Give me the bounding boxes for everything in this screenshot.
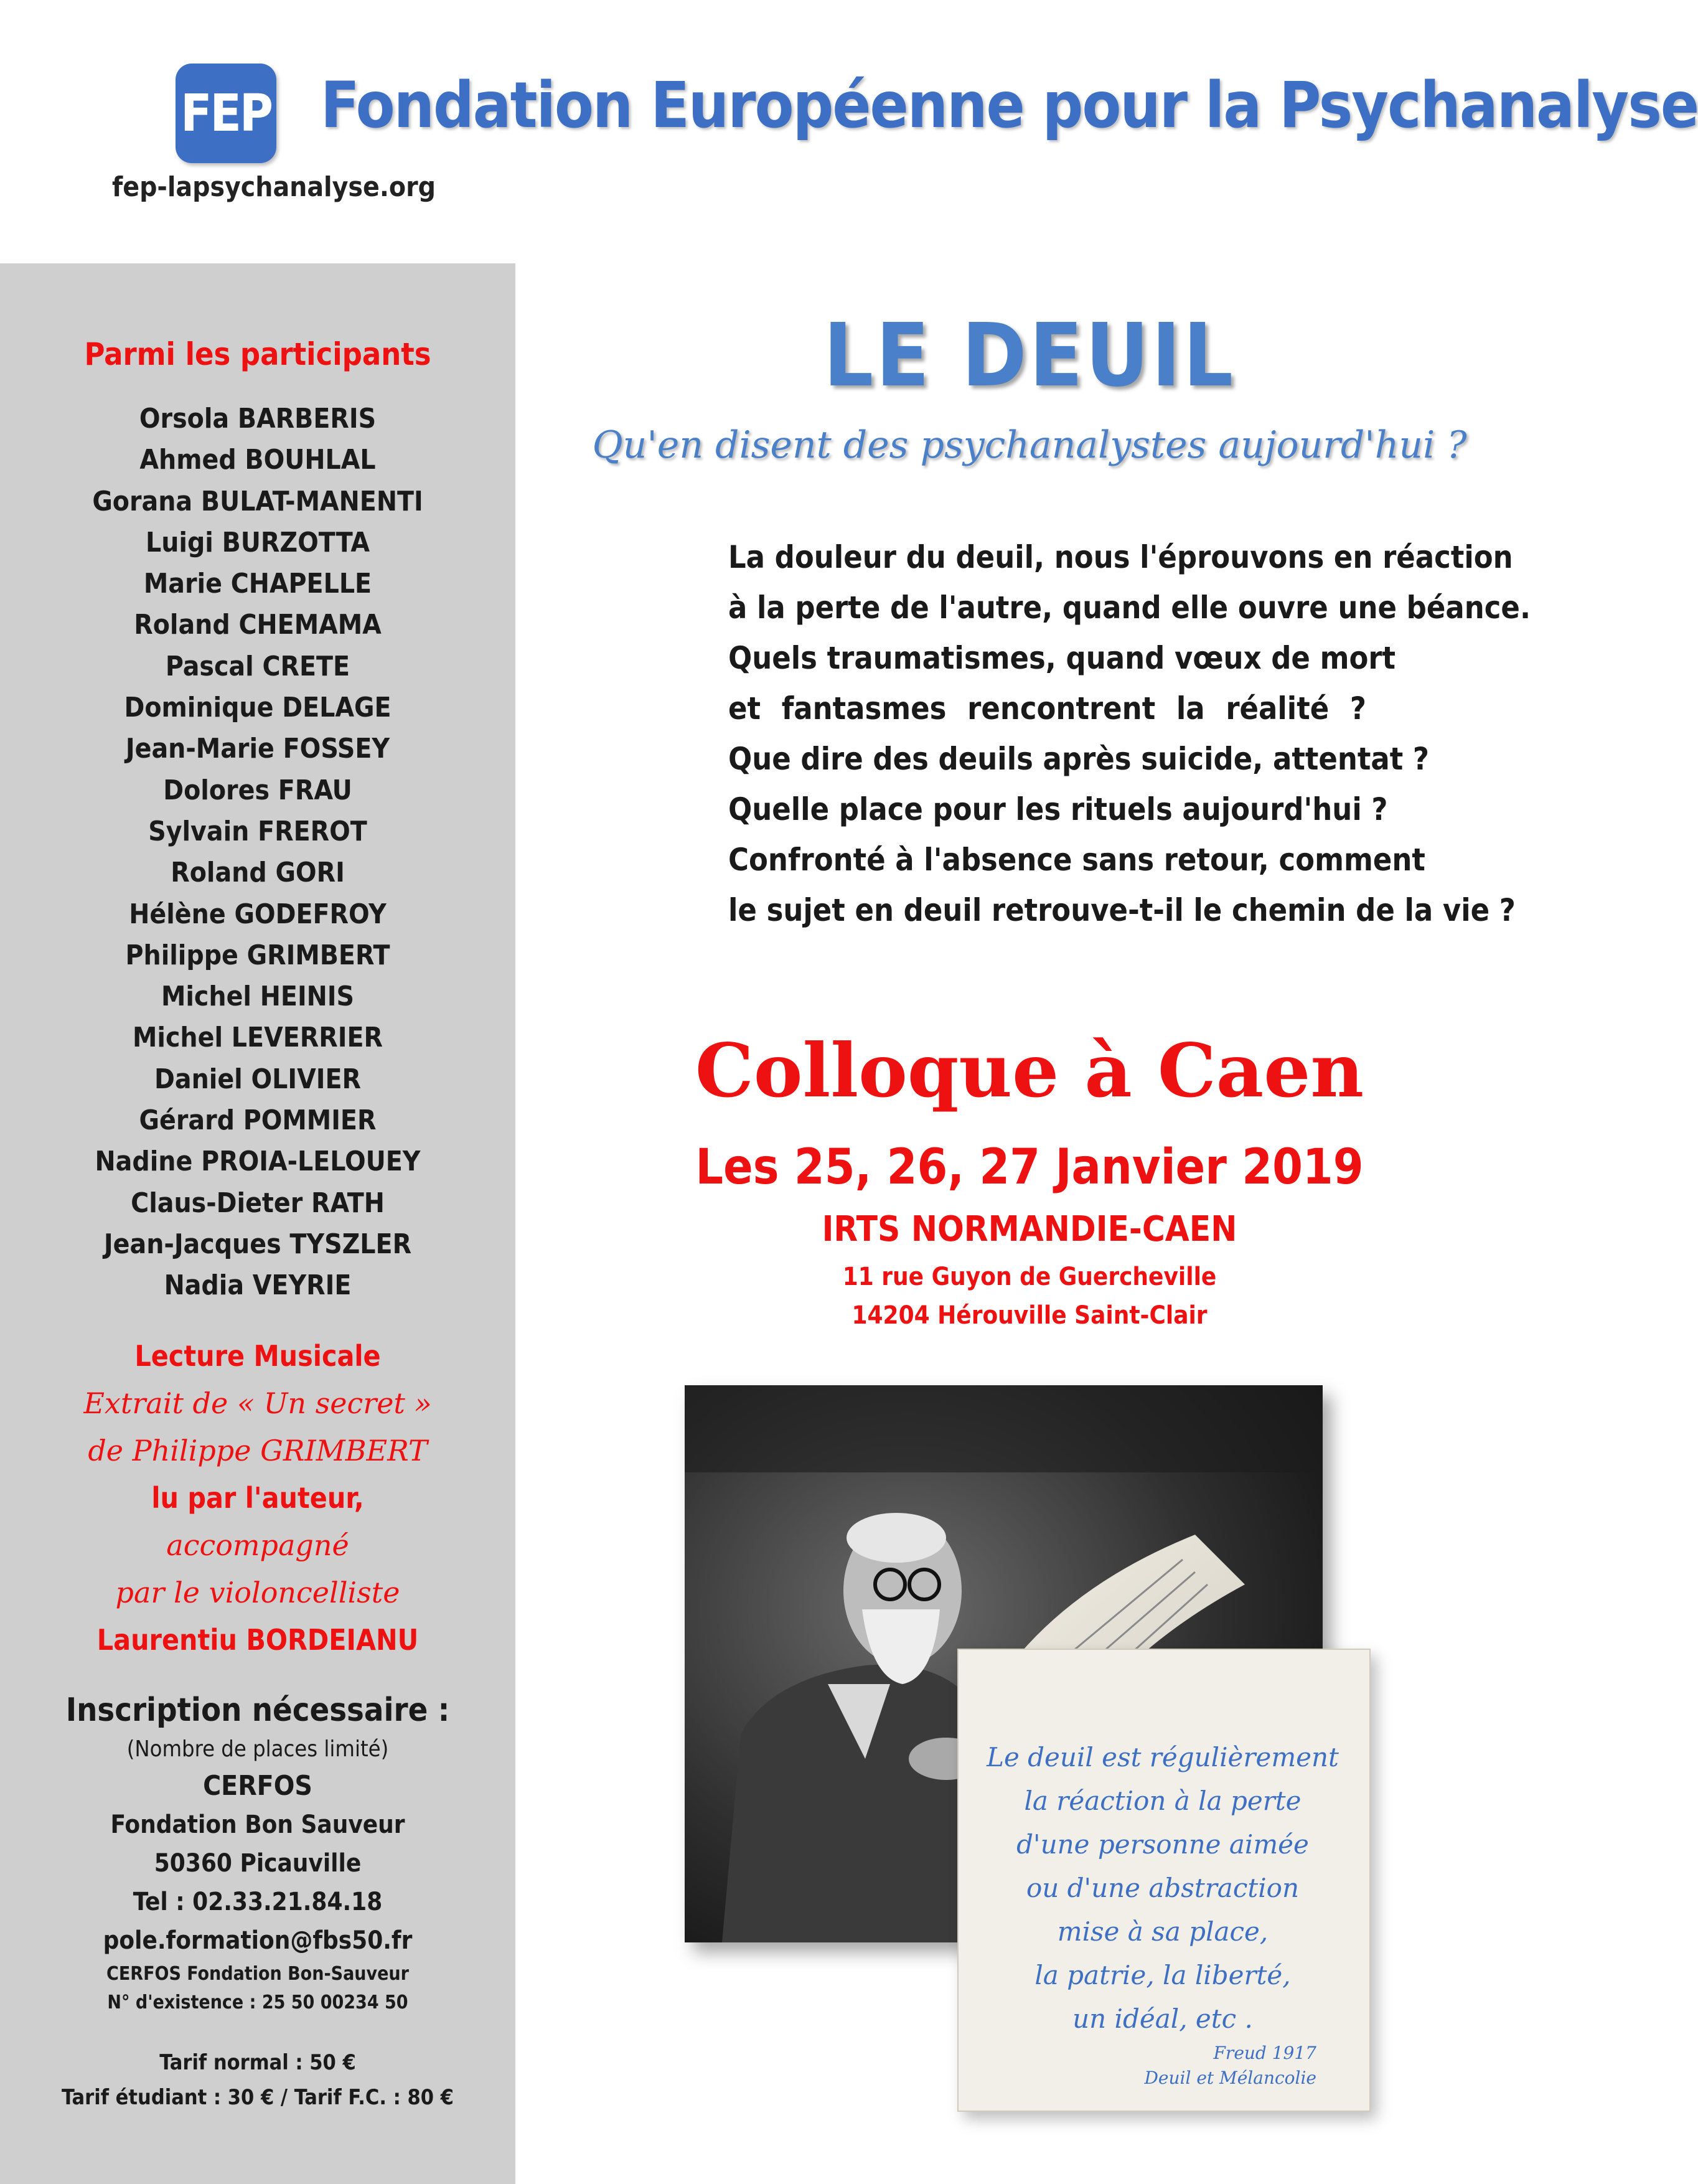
music-reading-section <box>0 1332 515 1664</box>
inscription-title: Inscription nécessaire : <box>65 1692 450 1729</box>
inscription-note: (Nombre de places limité) <box>126 1736 389 1762</box>
fep-logo <box>176 64 276 163</box>
inscription-address-1: Fondation Bon Sauveur <box>110 1810 405 1839</box>
participant-name: Hélène GODEFROY <box>129 898 387 930</box>
inscription-legal-2: N° d'existence : 25 50 00234 50 <box>107 1992 408 2013</box>
participant-name: Gérard POMMIER <box>139 1104 377 1137</box>
quote-work: Deuil et Mélancolie <box>1144 2068 1316 2088</box>
tarifs-section <box>0 2045 515 2115</box>
tarif-normal: Tarif normal : 50 € <box>159 2050 356 2075</box>
participant-name: Roland GORI <box>171 857 345 889</box>
participants-title: Parmi les participants <box>84 336 431 372</box>
participant-name: Luigi BURZOTTA <box>145 526 370 558</box>
quote-line: Le deuil est régulièrement <box>987 1742 1339 1772</box>
quote-line: ou d'une abstraction <box>1026 1873 1300 1903</box>
participant-name: Philippe GRIMBERT <box>125 939 390 971</box>
quote-source <box>1144 2041 1316 2091</box>
participant-name: Roland CHEMAMA <box>134 609 382 641</box>
inscription-org: CERFOS <box>203 1770 312 1802</box>
intro-text <box>728 532 1531 936</box>
music-line-3: lu par l'auteur, <box>151 1481 364 1515</box>
org-url[interactable]: fep-lapsychanalyse.org <box>112 171 436 203</box>
inscription-phone[interactable]: Tel : 02.33.21.84.18 <box>133 1888 383 1916</box>
participant-name: Gorana BULAT-MANENTI <box>92 485 423 517</box>
music-title: Lecture Musicale <box>134 1339 381 1373</box>
intro-line: et fantasmes rencontrent la réalité ? <box>728 690 1366 727</box>
logo-text: FEP <box>181 83 271 143</box>
colloque-venue: IRTS NORMANDIE-CAEN <box>822 1209 1237 1250</box>
intro-line: Quels traumatismes, quand vœux de mort <box>728 640 1396 676</box>
colloque-dates: Les 25, 26, 27 Janvier 2019 <box>695 1139 1364 1195</box>
quote-line: la patrie, la liberté, <box>1034 1960 1291 1990</box>
colloque-street: 11 rue Guyon de Guercheville <box>842 1263 1217 1291</box>
participant-name: Ahmed BOUHLAL <box>139 444 376 476</box>
colloque-title: Colloque à Caen <box>695 1027 1364 1114</box>
colloque-city: 14204 Hérouville Saint-Clair <box>851 1301 1208 1330</box>
inscription-email[interactable]: pole.formation@fbs50.fr <box>103 1926 413 1955</box>
participant-name: Claus-Dieter RATH <box>131 1187 385 1219</box>
intro-line: à la perte de l'autre, quand elle ouvre une béance. <box>728 590 1531 626</box>
inscription-section <box>0 1688 515 2017</box>
music-line-6: Laurentiu BORDEIANU <box>96 1623 419 1657</box>
inscription-legal-1: CERFOS Fondation Bon-Sauveur <box>106 1963 409 1985</box>
participant-name: Pascal CRETE <box>165 650 350 682</box>
intro-line: Confronté à l'absence sans retour, comment <box>728 842 1425 878</box>
participant-name: Marie CHAPELLE <box>143 568 372 600</box>
quote-author: Freud 1917 <box>1213 2043 1316 2063</box>
event-title: LE DEUIL <box>823 305 1236 407</box>
quote-text <box>957 1736 1368 2041</box>
participant-name: Daniel OLIVIER <box>154 1063 361 1095</box>
tarif-etudiant: Tarif étudiant : 30 € / Tarif F.C. : 80 € <box>62 2085 454 2110</box>
participant-name: Michel LEVERRIER <box>133 1022 383 1054</box>
music-line-5: par le violoncelliste <box>115 1576 400 1609</box>
intro-line: Quelle place pour les rituels aujourd'hui ? <box>728 791 1388 827</box>
participant-name: Jean-Jacques TYSZLER <box>103 1228 412 1260</box>
participant-name: Michel HEINIS <box>161 981 355 1013</box>
music-line-1: Extrait de « Un secret » <box>83 1386 432 1420</box>
participant-name: Dominique DELAGE <box>124 692 392 724</box>
intro-line: Que dire des deuils après suicide, attentat ? <box>728 741 1430 777</box>
intro-line: La douleur du deuil, nous l'éprouvons en réaction <box>728 539 1513 575</box>
participant-name: Nadine PROIA-LELOUEY <box>95 1146 421 1178</box>
inscription-address-2: 50360 Picauville <box>154 1849 362 1878</box>
intro-line: le sujet en deuil retrouve-t-il le chemin de la vie ? <box>728 892 1516 928</box>
event-subtitle: Qu'en disent des psychanalystes aujourd'hui ? <box>592 423 1467 467</box>
quote-line: un idéal, etc . <box>1072 2003 1253 2034</box>
participant-name: Dolores FRAU <box>163 774 352 806</box>
participant-name: Sylvain FREROT <box>148 815 367 847</box>
music-line-4: accompagné <box>166 1528 349 1562</box>
quote-line: d'une personne aimée <box>1016 1829 1309 1860</box>
quote-line: mise à sa place, <box>1057 1916 1269 1947</box>
participant-name: Orsola BARBERIS <box>139 403 377 435</box>
participant-name: Jean-Marie FOSSEY <box>125 733 390 765</box>
music-line-2: de Philippe GRIMBERT <box>88 1434 428 1467</box>
participants-list <box>0 398 515 1307</box>
quote-line: la réaction à la perte <box>1024 1786 1302 1816</box>
participant-name: Nadia VEYRIE <box>164 1269 352 1302</box>
org-title: Fondation Européenne pour la Psychanalyse <box>321 68 1698 143</box>
